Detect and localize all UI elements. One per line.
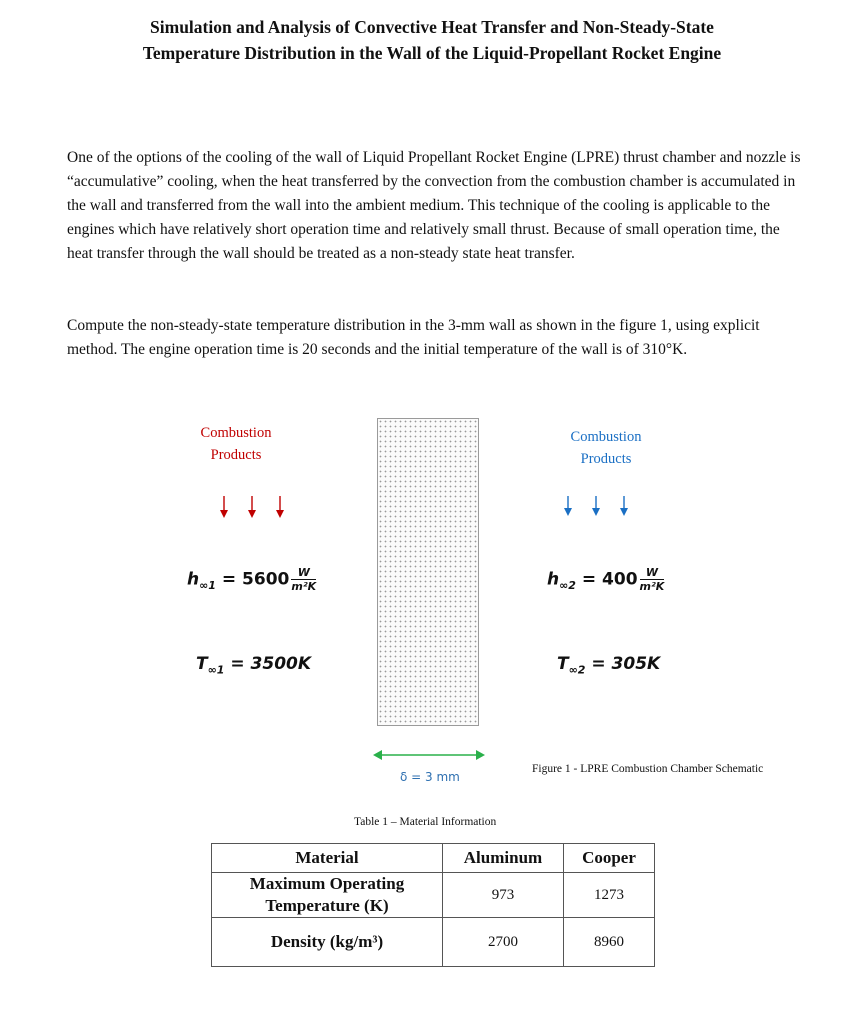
t1-value: 3500K <box>250 654 312 674</box>
right-flow-arrows <box>560 494 640 524</box>
h2-subscript: ∞2 <box>559 578 576 592</box>
header-material: Material <box>212 844 443 873</box>
title-line-2: Temperature Distribution in the Wall of the Liquid-Propellant Rocket Engine <box>142 43 722 63</box>
left-heat-transfer-coefficient: $h_{\infty 1} = 5600$ $\frac{W}{\text{m²K}}$ <box>187 566 317 593</box>
density-label: Density (kg/m³) <box>212 918 443 967</box>
table-header-row <box>212 844 655 873</box>
h1-value: 5600 <box>242 569 290 590</box>
table-caption: Table 1 – Material Information <box>354 816 497 828</box>
h2-symbol: h <box>547 569 560 590</box>
h2-unit <box>640 566 665 593</box>
cooper-max-temp: 1273 <box>564 873 655 918</box>
thickness-arrow <box>372 748 486 762</box>
thickness-label: δ = 3 mm <box>400 770 460 784</box>
table-row <box>212 873 655 918</box>
left-combustion-label <box>176 422 296 466</box>
right-label-line-1: Combustion <box>570 429 642 445</box>
figure-caption: Figure 1 - LPRE Combustion Chamber Schematic <box>532 763 764 775</box>
title-line-1: Simulation and Analysis of Convective Heat Transfer and Non-Steady-State <box>150 17 714 37</box>
left-label-line-2: Products <box>210 447 262 463</box>
max-temp-label-line-2: Temperature (K) <box>265 896 389 915</box>
right-label-line-2: Products <box>580 451 632 467</box>
header-cooper: Cooper <box>564 844 655 873</box>
left-label-line-1: Combustion <box>200 425 272 441</box>
table-row <box>212 918 655 967</box>
h2-unit-num: W <box>640 566 665 580</box>
h2-unit-den: m²K <box>639 580 665 593</box>
left-ambient-temperature: $T_{\infty 1} = 3500K$ <box>196 654 312 677</box>
right-combustion-label <box>546 426 666 470</box>
cooper-density: 8960 <box>564 918 655 967</box>
h1-unit <box>291 566 316 593</box>
right-ambient-temperature: $T_{\infty 2} = 305K$ <box>557 654 661 677</box>
t2-value: 305K <box>611 654 661 674</box>
intro-paragraph: One of the options of the cooling of the wall of Liquid Propellant Rocket Engine (LPRE) thrust chamber and nozzle is “accumulative” cooling, when the heat transferred by the convection from the combustion chamber is accumulated in the wall and transferred from the wall into the ambient medium. This technique of the cooling is applicable to the engines which have relatively short operation time and relatively small thrust. Because of small operation time, the heat transfer through the wall should be treated as a non-steady state heat transfer. <box>67 149 801 262</box>
h2-value: 400 <box>602 569 638 590</box>
h1-symbol: h <box>187 569 200 590</box>
right-heat-transfer-coefficient: $h_{\infty 2} = 400$ $\frac{W}{\text{m²K}}$ <box>547 566 665 593</box>
t1-subscript: ∞1 <box>207 663 225 677</box>
aluminum-max-temp: 973 <box>443 873 564 918</box>
t2-subscript: ∞2 <box>568 663 586 677</box>
h1-unit-den: m²K <box>291 580 317 593</box>
h1-subscript: ∞1 <box>199 578 216 592</box>
max-temp-label-line-1: Maximum Operating <box>249 874 405 893</box>
material-table <box>211 843 655 967</box>
wall-cross-section <box>377 418 479 726</box>
max-temp-label <box>212 873 443 918</box>
aluminum-density: 2700 <box>443 918 564 967</box>
t2-symbol: T <box>557 654 569 674</box>
h1-unit-num: W <box>291 566 316 580</box>
t1-symbol: T <box>196 654 208 674</box>
document-title <box>40 14 824 66</box>
header-aluminum: Aluminum <box>443 844 564 873</box>
left-flow-arrows <box>212 494 292 524</box>
problem-paragraph: Compute the non-steady-state temperature distribution in the 3-mm wall as shown in the figure 1, using explicit method. The engine operation time is 20 seconds and the initial temperature of the wall is of 310°K. <box>67 317 760 358</box>
